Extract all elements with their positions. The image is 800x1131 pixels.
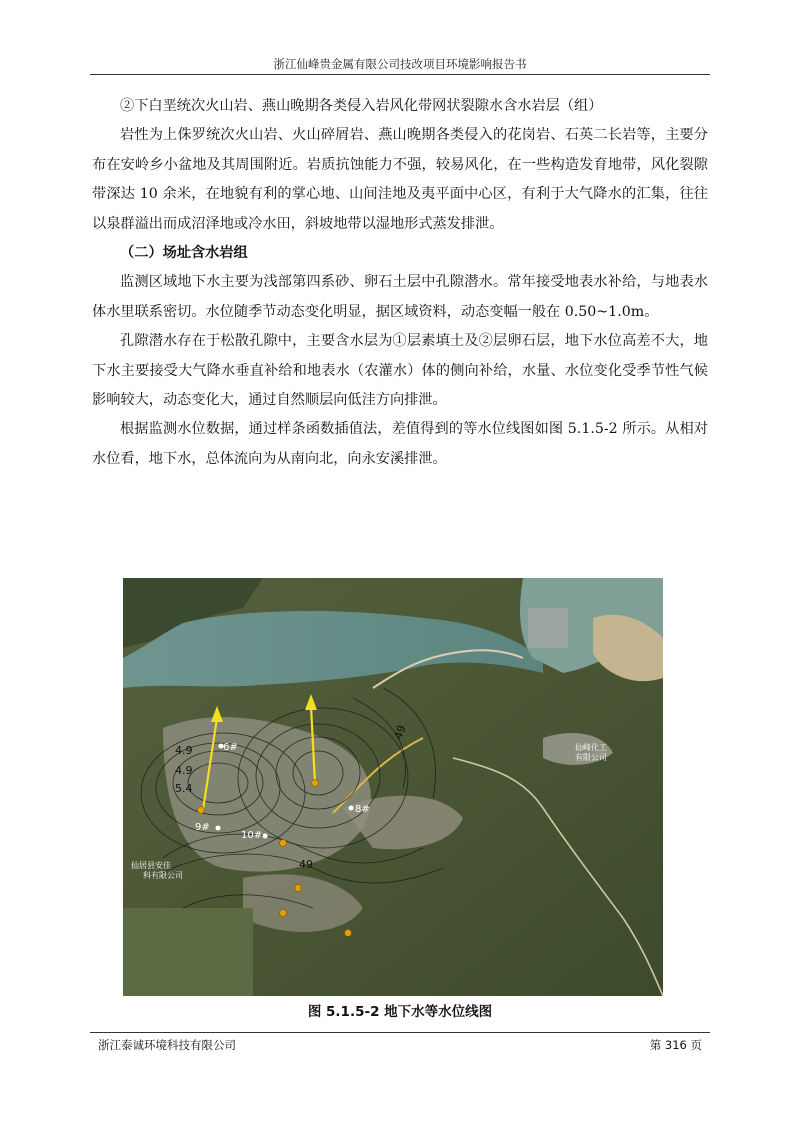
section-heading: （二）场址含水岩组	[120, 245, 248, 262]
page-header: 浙江仙峰贵金属有限公司技改项目环境影响报告书	[273, 57, 527, 71]
page-number: 第 316 页	[649, 1038, 702, 1052]
point-label-10: 10#	[241, 830, 263, 841]
monitoring-point-marker	[198, 807, 205, 814]
monitoring-point-marker	[280, 910, 287, 917]
document-body	[92, 92, 708, 474]
point-label-6: 6#	[223, 742, 238, 753]
company-label-3: 仙居县安佳	[131, 861, 171, 870]
monitoring-point-marker	[312, 780, 319, 787]
contour-label-bottom: 49	[299, 858, 313, 871]
company-label-1: 仙峰化工	[575, 743, 607, 752]
map-fields	[123, 908, 253, 996]
monitoring-point-marker	[280, 840, 287, 847]
paragraph-water-level: 根据监测水位数据，通过样条函数插值法，差值得到的等水位线图如图 5.1.5-2 所示。从相对水位看，地下水，总体流向为从南向北，向永安溪排泄。	[92, 421, 708, 467]
contour-label-left-3: 5.4	[175, 782, 193, 795]
paragraph-aquifer-title: ②下白垩统次火山岩、燕山晚期各类侵入岩风化带网状裂隙水含水岩层（组）	[120, 98, 603, 114]
map-dam	[528, 608, 568, 648]
point-label-8: 8#	[355, 804, 370, 815]
monitoring-point-marker	[345, 930, 352, 937]
footer-divider	[90, 1032, 710, 1033]
paragraph-pore-water: 孔隙潜水存在于松散孔隙中，主要含水层为①层素填土及②层卵石层，地下水位高差不大，地下水主要接受大气降水垂直补给和地表水（农灌水）体的侧向补给，水量、水位变化受季节性气候影响较大，动态变化大，通过自然顺层向低洼方向排泄。	[92, 333, 708, 409]
footer-company: 浙江泰诚环境科技有限公司	[98, 1038, 236, 1052]
point-label-9: 9#	[195, 822, 210, 833]
paragraph-monitoring: 监测区域地下水主要为浅部第四系砂、卵石土层中孔隙潜水。常年接受地表水补给，与地表水体水里联系密切。水位随季节动态变化明显，据区域资料，动态变幅一般在 0.50~1.0m。	[92, 274, 708, 320]
contour-label-left-2: 4.9	[175, 764, 193, 777]
monitoring-point-marker	[295, 885, 302, 892]
figure-caption: 图 5.1.5-2 地下水等水位线图	[307, 1004, 493, 1020]
groundwater-contour-map	[123, 578, 663, 996]
company-label-2: 有限公司	[575, 753, 607, 762]
contour-label-top: 49	[391, 723, 409, 742]
contour-label-left-1: 4.9	[175, 744, 193, 757]
company-label-4: 科有限公司	[143, 871, 183, 880]
header-divider	[90, 74, 710, 75]
paragraph-lithology: 岩性为上侏罗统次火山岩、火山碎屑岩、燕山晚期各类侵入的花岗岩、石英二长岩等，主要分布在安岭乡小盆地及其周围附近。岩质抗蚀能力不强，较易风化，在一些构造发育地带，风化裂隙带深达 10 余米，在地貌有利的掌心地、山间洼地及夷平面中心区，有利于大气降水的汇集，往往以泉群溢出而成沼泽地或冷水田，斜坡地带以湿地形式蒸发排泄。	[92, 127, 708, 232]
